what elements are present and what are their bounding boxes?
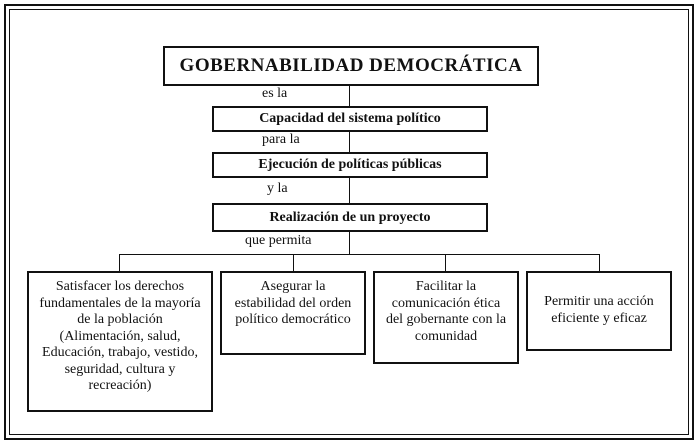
branch-connector-label: que permita <box>245 233 312 248</box>
leaf-box-comunicacion <box>373 271 519 364</box>
connector-label: y la <box>267 181 288 196</box>
connector-label: para la <box>262 132 300 147</box>
diagram-title: GOBERNABILIDAD DEMOCRÁTICA <box>179 55 523 76</box>
spine-line <box>349 178 350 203</box>
spine-line <box>349 86 350 106</box>
step-label: Realización de un proyecto <box>269 209 431 225</box>
diagram-title-box <box>163 46 539 86</box>
leaf-text: Asegurar la estabilidad del orden político democrático <box>234 279 352 328</box>
branch-drop <box>599 254 600 271</box>
branch-bar <box>119 254 599 255</box>
step-box-capacidad <box>212 106 488 132</box>
branch-drop <box>119 254 120 271</box>
spine-line <box>349 132 350 152</box>
connector-label: es la <box>262 86 288 101</box>
step-label: Ejecución de políticas públicas <box>258 157 442 172</box>
step-label: Capacidad del sistema político <box>259 111 441 126</box>
leaf-text: Permitir una acción eficiente y eficaz <box>544 294 654 326</box>
branch-drop <box>293 254 294 271</box>
spine-line <box>349 232 350 254</box>
leaf-text: Satisfacer los derechos fundamentales de la mayoría de la población (Alimentación, salud, Educación, trabajo, vestido, seguridad, cultura y recreación) <box>39 279 201 394</box>
leaf-box-estabilidad <box>220 271 366 355</box>
leaf-text: Facilitar la comunicación ética del gobernante con la comunidad <box>385 279 507 344</box>
step-box-ejecucion <box>212 152 488 178</box>
leaf-box-derechos <box>27 271 213 412</box>
step-box-realizacion <box>212 203 488 232</box>
branch-drop <box>445 254 446 271</box>
leaf-box-accion <box>526 271 672 351</box>
